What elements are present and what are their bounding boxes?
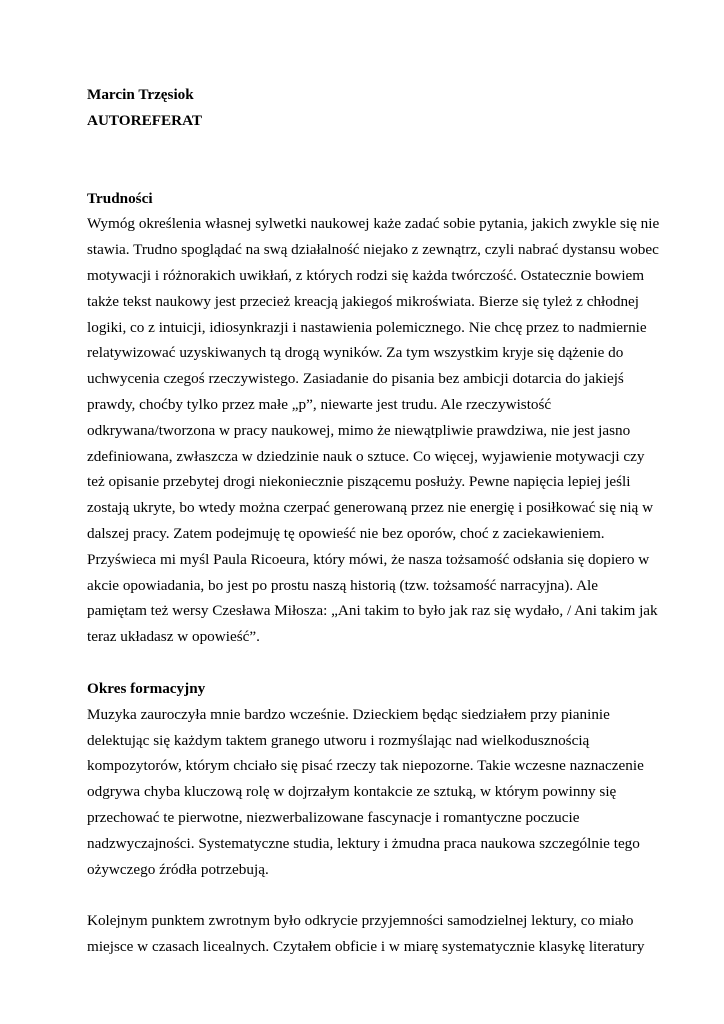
text-line: miejsce w czasach licealnych. Czytałem obficie i w miarę systematycznie klasykę literatury xyxy=(87,938,645,956)
text-line: logiki, co z intuicji, idiosynkrazji i nastawienia polemicznego. Nie chcę przez to nadmiernie xyxy=(87,318,647,336)
text-line: stawia. Trudno spoglądać na swą działalność niejako z zewnątrz, czyli nabrać dystansu wobec xyxy=(87,241,659,259)
document-title: AUTOREFERAT xyxy=(87,111,203,129)
text-line: także tekst naukowy jest przecież kreacją jakiegoś mikroświata. Bierze się tyleż z chłodnej xyxy=(87,292,640,310)
text-line: przechować te pierwotne, niezwerbalizowane fascynacje i romantyczne poczucie xyxy=(87,808,580,826)
text-line: zostają ukryte, bo wtedy można czerpać generowaną przez nie energię i posiłkować się nią w xyxy=(87,499,654,517)
text-line: odkrywana/tworzona w pracy naukowej, mimo że niewątpliwie prawdziwa, nie jest jasno xyxy=(87,421,631,439)
text-line: kompozytorów, którym chciało się pisać rzeczy tak niepozorne. Takie wczesne naznaczenie xyxy=(87,757,644,775)
section-heading: Okres formacyjny xyxy=(87,679,206,697)
paragraph xyxy=(87,908,647,960)
text-line: nadzwyczajności. Systematyczne studia, lektury i żmudna praca naukowa szczególnie tego xyxy=(87,834,640,852)
text-line: prawdy, choćby tylko przez małe „p”, niewarte jest trudu. Ale rzeczywistość xyxy=(87,395,552,413)
text-line: zdefiniowana, zwłaszcza w dziedzinie nauk o sztuce. Co więcej, wyjawienie motywacji czy xyxy=(87,447,645,465)
text-line: delektując się każdym taktem granego utworu i rozmyślając nad wielkodusznością xyxy=(87,731,590,749)
document-page xyxy=(87,82,660,960)
author-name: Marcin Trzęsiok xyxy=(87,86,194,103)
document-body xyxy=(87,186,660,960)
text-line: Wymóg określenia własnej sylwetki naukowej każe zadać sobie pytania, jakich zwykle się nie xyxy=(87,215,660,233)
spacer xyxy=(87,650,647,676)
paragraph xyxy=(87,702,647,883)
text-line: ożywczego źródła potrzebują. xyxy=(87,860,269,878)
text-line: Kolejnym punktem zwrotnym było odkrycie przyjemności samodzielnej lektury, co miało xyxy=(87,912,634,930)
text-line: relatywizować uzyskiwanych tą drogą wyników. Za tym wszystkim kryje się dążenie do xyxy=(87,344,624,362)
text-line: akcie opowiadania, bo jest po prostu naszą historią (tzw. tożsamość narracyjna). Ale xyxy=(87,576,598,594)
text-line: dalszej pracy. Zatem podejmuję tę opowieść nie bez oporów, choć z zaciekawieniem. xyxy=(87,524,605,542)
text-line: pamiętam też wersy Czesława Miłosza: „Ani takim to było jak raz się wydało, / Ani takim jak xyxy=(87,602,658,620)
section-heading: Trudności xyxy=(87,189,153,207)
text-line: teraz układasz w opowieść”. xyxy=(87,628,260,646)
spacer xyxy=(87,882,647,908)
text-line: też opisanie przebytej drogi niekoniecznie piszącemu posłuży. Pewne napięcia lepiej jeśli xyxy=(87,473,631,491)
text-line: Muzyka zauroczyła mnie bardzo wcześnie. Dzieckiem będąc siedziałem przy pianinie xyxy=(87,705,610,723)
text-line: Przyświeca mi myśl Paula Ricoeura, który mówi, że nasza tożsamość odsłania się dopiero w xyxy=(87,550,650,568)
spacer xyxy=(87,134,647,186)
text-line: odgrywa chyba kluczową rolę w dojrzałym kontakcie ze sztuką, w którym powinny się xyxy=(87,783,617,801)
text-line: uchwycenia czegoś rzeczywistego. Zasiadanie do pisania bez ambicji dotarcia do jakiejś xyxy=(87,370,624,388)
paragraph xyxy=(87,211,660,650)
text-line: motywacji i różnorakich uwikłań, z których rodzi się każda twórczość. Ostatecznie bowiem xyxy=(87,266,645,284)
